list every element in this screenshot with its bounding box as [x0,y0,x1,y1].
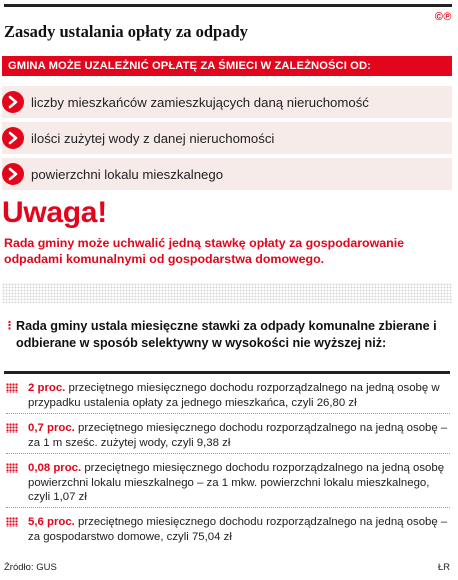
rate-description: przeciętnego miesięcznego dochodu rozporządzalnego na jedną osobę powierzchni lokalu mieszkalnego – za 1 mkw. powierzchni lokalu mieszkalnego, czyli 1,07 zł [28,462,445,503]
rate-item [6,461,450,505]
item-separator [6,413,450,414]
dotted-divider [2,283,452,303]
rada-heading-text: Rada gminy ustala miesięczne stawki za odpady komunalne zbierane i odbierane w sposób selektywny w wysokości nie wyższej niż: [16,319,437,350]
rate-item [6,381,450,410]
warning-text: Rada gminy może uchwalić jedną stawkę opłaty za gospodarowanie odpadami komunalnymi od gospodarstwa domowego. [4,236,405,266]
item-separator [6,507,450,508]
arrow-right-icon [2,163,24,185]
rate-item [6,515,450,544]
publisher-logo: ©℗ [434,11,452,23]
author-credit: ŁR [437,562,450,573]
gmina-item [2,122,452,154]
rate-value: 0,7 proc. [28,422,75,434]
arrow-right-icon [2,91,24,113]
gmina-item-label: ilości zużytej wody z danej nieruchomości [31,130,275,146]
rate-value: 2 proc. [28,382,66,394]
rada-heading [4,318,450,352]
top-rule [4,4,452,7]
dots-icon [6,383,18,393]
page-title: Zasady ustalania opłaty za odpady [4,22,248,41]
rate-description: przeciętnego miesięcznego dochodu rozporządzalnego na jedną osobę – za 1 m sześc. zużytej wody, czyli 9,38 zł [28,422,448,449]
rada-rule [4,371,450,374]
gmina-item [2,158,452,190]
bullet-icon: ⋮ [4,320,15,332]
rate-description: przeciętnego miesięcznego dochodu rozporządzalnego na jedną osobę – za gospodarstwo domowe, czyli 75,04 zł [28,516,448,543]
rate-item [6,421,450,450]
dots-icon [6,423,18,433]
dots-icon [6,463,18,473]
rate-value: 0,08 proc. [28,462,82,474]
gmina-item [2,86,452,118]
rate-description: przeciętnego miesięcznego dochodu rozporządzalnego na jedną osobę w przypadku ustalenia opłaty za jednego mieszkańca, czyli 26,80 zł [28,382,440,409]
dots-icon [6,517,18,527]
gmina-item-label: liczby mieszkańców zamieszkujących daną nieruchomość [31,94,369,110]
arrow-right-icon [2,127,24,149]
gmina-item-label: powierzchni lokalu mieszkalnego [31,166,224,182]
source-note: Źródło: GUS [4,562,57,573]
item-separator [6,453,450,454]
warning-heading: Uwaga! [2,196,107,229]
rate-value: 5,6 proc. [28,516,75,528]
gmina-criteria-box [2,52,452,192]
gmina-header: GMINA MOŻE UZALEŻNIĆ OPŁATĘ ZA ŚMIECI W ZALEŻNOŚCI OD: [2,56,452,76]
